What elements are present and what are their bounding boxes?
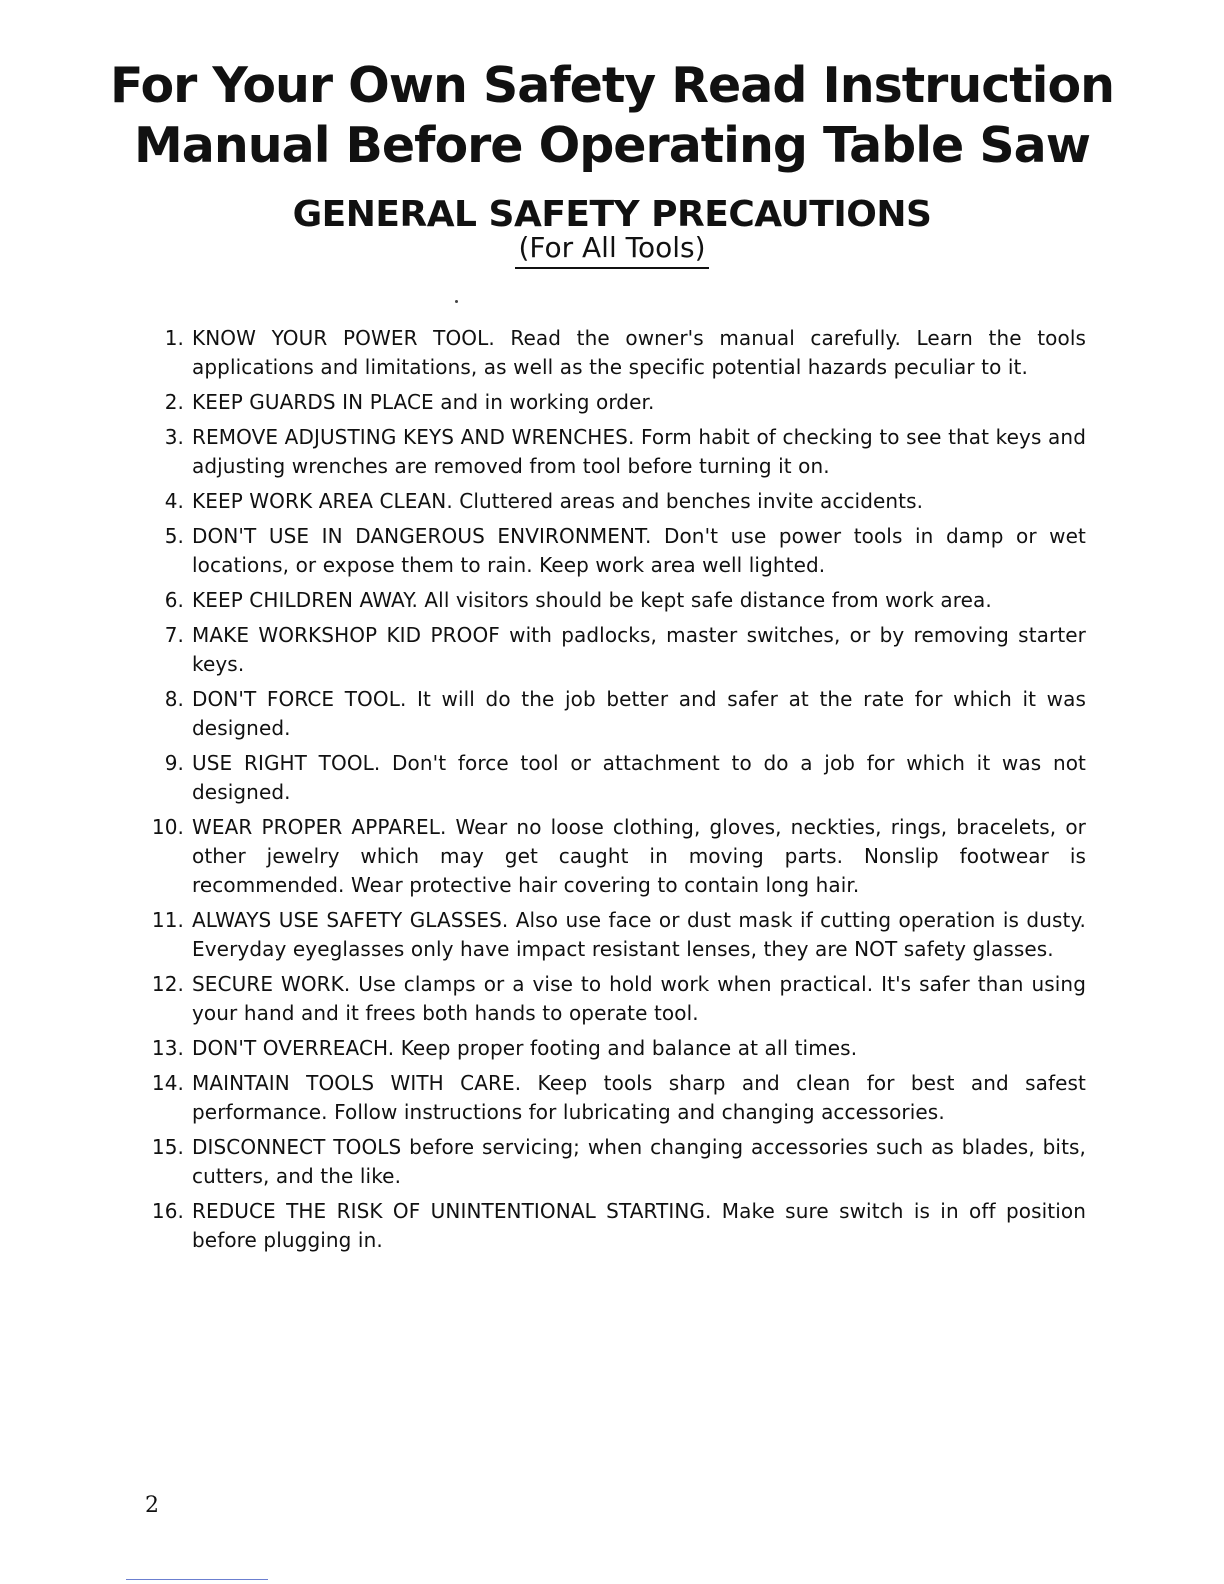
rule-text: DON'T FORCE TOOL. It will do the job better and safer at the rate for which it was designed. bbox=[192, 687, 1086, 740]
rule-number: 6. bbox=[164, 588, 184, 612]
rule-number: 15. bbox=[151, 1135, 184, 1159]
rule-text: DISCONNECT TOOLS before servicing; when changing accessories such as blades, bits, cutters, and the like. bbox=[192, 1135, 1086, 1188]
rule-item bbox=[120, 1133, 1086, 1191]
page-title-line-2: Manual Before Operating Table Saw bbox=[134, 117, 1090, 174]
rule-text: KEEP CHILDREN AWAY. All visitors should be kept safe distance from work area. bbox=[192, 588, 992, 612]
page-title bbox=[0, 56, 1224, 176]
rule-text: REMOVE ADJUSTING KEYS AND WRENCHES. Form habit of checking to see that keys and adjusting wrenches are removed from tool before turning it on. bbox=[192, 425, 1086, 478]
rule-text: DON'T USE IN DANGEROUS ENVIRONMENT. Don't use power tools in damp or wet locations, or expose them to rain. Keep work area well lighted. bbox=[192, 524, 1086, 577]
rule-item bbox=[120, 685, 1086, 743]
rule-number: 1. bbox=[164, 326, 184, 350]
rule-number: 2. bbox=[164, 390, 184, 414]
safety-rules-list bbox=[120, 324, 1086, 1261]
rule-text: KEEP WORK AREA CLEAN. Cluttered areas and benches invite accidents. bbox=[192, 489, 924, 513]
rule-item bbox=[120, 1069, 1086, 1127]
scan-speck bbox=[455, 300, 458, 303]
page-number: 2 bbox=[145, 1493, 159, 1518]
rule-item bbox=[120, 487, 1086, 516]
rule-number: 5. bbox=[164, 524, 184, 548]
rule-number: 13. bbox=[151, 1036, 184, 1060]
rule-number: 16. bbox=[151, 1199, 184, 1223]
rule-item bbox=[120, 324, 1086, 382]
rule-text: USE RIGHT TOOL. Don't force tool or attachment to do a job for which it was not designed. bbox=[192, 751, 1086, 804]
rule-item bbox=[120, 813, 1086, 900]
section-subheading bbox=[0, 231, 1224, 269]
rule-number: 4. bbox=[164, 489, 184, 513]
rule-item bbox=[120, 388, 1086, 417]
rule-number: 14. bbox=[151, 1071, 184, 1095]
rule-number: 11. bbox=[151, 908, 184, 932]
rule-item bbox=[120, 522, 1086, 580]
rule-text: KEEP GUARDS IN PLACE and in working order. bbox=[192, 390, 655, 414]
rule-item bbox=[120, 586, 1086, 615]
rule-text: MAKE WORKSHOP KID PROOF with padlocks, master switches, or by removing starter keys. bbox=[192, 623, 1086, 676]
section-heading: GENERAL SAFETY PRECAUTIONS bbox=[292, 194, 932, 235]
rule-item bbox=[120, 1197, 1086, 1255]
rule-text: MAINTAIN TOOLS WITH CARE. Keep tools sharp and clean for best and safest performance. Follow instructions for lubricating and changing accessories. bbox=[192, 1071, 1086, 1124]
section-subheading-text: (For All Tools) bbox=[515, 231, 708, 269]
bottom-divider bbox=[126, 1579, 268, 1580]
rule-number: 3. bbox=[164, 425, 184, 449]
rule-text: REDUCE THE RISK OF UNINTENTIONAL STARTING. Make sure switch is in off position before plugging in. bbox=[192, 1199, 1086, 1252]
rule-text: ALWAYS USE SAFETY GLASSES. Also use face or dust mask if cutting operation is dusty. Everyday eyeglasses only have impact resistant lenses, they are NOT safety glasses. bbox=[192, 908, 1086, 961]
rule-text: DON'T OVERREACH. Keep proper footing and balance at all times. bbox=[192, 1036, 858, 1060]
rule-number: 8. bbox=[164, 687, 184, 711]
rule-item bbox=[120, 621, 1086, 679]
rule-item bbox=[120, 423, 1086, 481]
rule-item bbox=[120, 906, 1086, 964]
rule-number: 9. bbox=[164, 751, 184, 775]
rule-item bbox=[120, 1034, 1086, 1063]
rule-text: WEAR PROPER APPAREL. Wear no loose clothing, gloves, neckties, rings, bracelets, or other jewelry which may get caught in moving parts. Nonslip footwear is recommended. Wear protective hair covering to contain long hair. bbox=[192, 815, 1086, 897]
rule-number: 12. bbox=[151, 972, 184, 996]
page-title-line-1: For Your Own Safety Read Instruction bbox=[109, 57, 1115, 114]
rule-item bbox=[120, 970, 1086, 1028]
rule-text: SECURE WORK. Use clamps or a vise to hold work when practical. It's safer than using your hand and it frees both hands to operate tool. bbox=[192, 972, 1086, 1025]
rule-item bbox=[120, 749, 1086, 807]
rule-number: 10. bbox=[151, 815, 184, 839]
rule-text: KNOW YOUR POWER TOOL. Read the owner's manual carefully. Learn the tools applications and limitations, as well as the specific potential hazards peculiar to it. bbox=[192, 326, 1086, 379]
rule-number: 7. bbox=[164, 623, 184, 647]
